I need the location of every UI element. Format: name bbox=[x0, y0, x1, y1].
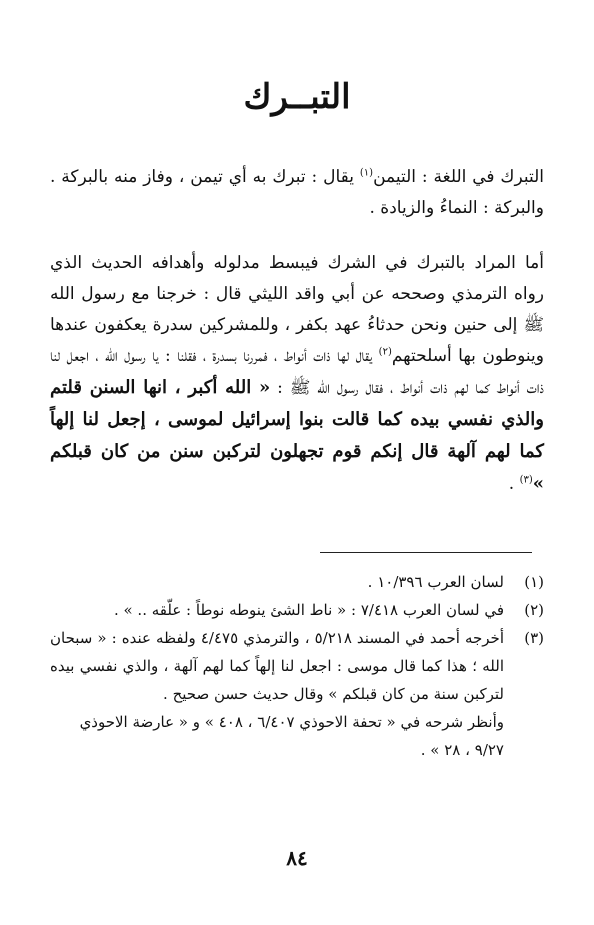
main-text bbox=[50, 162, 544, 500]
footnote-ref-3: (٣) bbox=[519, 474, 533, 486]
footnote-item bbox=[50, 568, 544, 596]
footnote-item bbox=[50, 624, 544, 708]
paragraph-2-end: . bbox=[508, 474, 520, 494]
hadith-quote: « الله أكبر ، انها السنن قلتم والذي نفسي بيده كما قالت بنوا إسرائيل لموسى ، إجعل لنا إلهاً كما لهم آلهة قال إنكم قوم تجهلون لتركبن سنن من كان قبلكم » bbox=[50, 377, 544, 494]
footnote-number: (٢) bbox=[524, 601, 544, 619]
footnote-continuation: وأنظر شرحه في « تحفة الاحوذي ٦/٤٠٧ ، ٤٠٨ » و « عارضة الاحوذي ٩/٢٧ ، ٢٨ » . bbox=[79, 713, 504, 759]
footnote-ref-2: (٢) bbox=[378, 346, 392, 358]
footnote-divider bbox=[320, 552, 532, 553]
footnote-text: لسان العرب ١٠/٣٩٦ . bbox=[367, 573, 504, 591]
footnotes bbox=[50, 568, 544, 764]
footnote-number: (٣) bbox=[524, 629, 544, 647]
footnote-text: في لسان العرب ٧/٤١٨ : « ناط الشئ ينوطه نوطاً : علّقه .. » . bbox=[113, 601, 504, 619]
footnote-item bbox=[50, 596, 544, 624]
paragraph-2 bbox=[50, 248, 544, 500]
paragraph-2-text-b: يقال لها ذات أنواط ، فمررنا بسدرة ، فقلنا : يا رسول الله ، اجعل لنا ذات أنواط كما لهم ذات أنواط ، فقال رسول الله ﷺ : bbox=[50, 346, 544, 398]
footnote-text: أخرجه أحمد في المسند ٥/٢١٨ ، والترمذي ٤/٤٧٥ ولفظه عنده : « سبحان الله ؛ هذا كما قال موسى : اجعل لنا إلهاً كما لهم آلهة ، والذي نفسي بيده لتركبن سنة من كان قبلكم » وقال حديث حسن صحيح . bbox=[50, 629, 504, 703]
paragraph-2-text-a: أما المراد بالتبرك في الشرك فيبسط مدلوله وأهدافه الحديث الذي رواه الترمذي وصححه عن أبي واقد الليثي قال : خرجنا مع رسول الله ﷺ إلى حنين ونحن حدثاءُ عهد بكفر ، وللمشركين سدرة يعكفون عندها وينوطون بها أسلحتهم bbox=[50, 253, 544, 366]
paragraph-1-text-b: يقال : تبرك به أي تيمن ، وفاز منه بالبركة . والبركة : النماءُ والزيادة . bbox=[50, 167, 544, 218]
paragraph-1-text-a: التبرك في اللغة : التيمن bbox=[373, 167, 544, 187]
chapter-title: التبــرك bbox=[243, 77, 351, 117]
footnote-number: (١) bbox=[524, 573, 544, 591]
page-number: ٨٤ bbox=[286, 846, 308, 870]
paragraph-1 bbox=[50, 162, 544, 224]
footnote-ref-1: (١) bbox=[359, 167, 374, 179]
